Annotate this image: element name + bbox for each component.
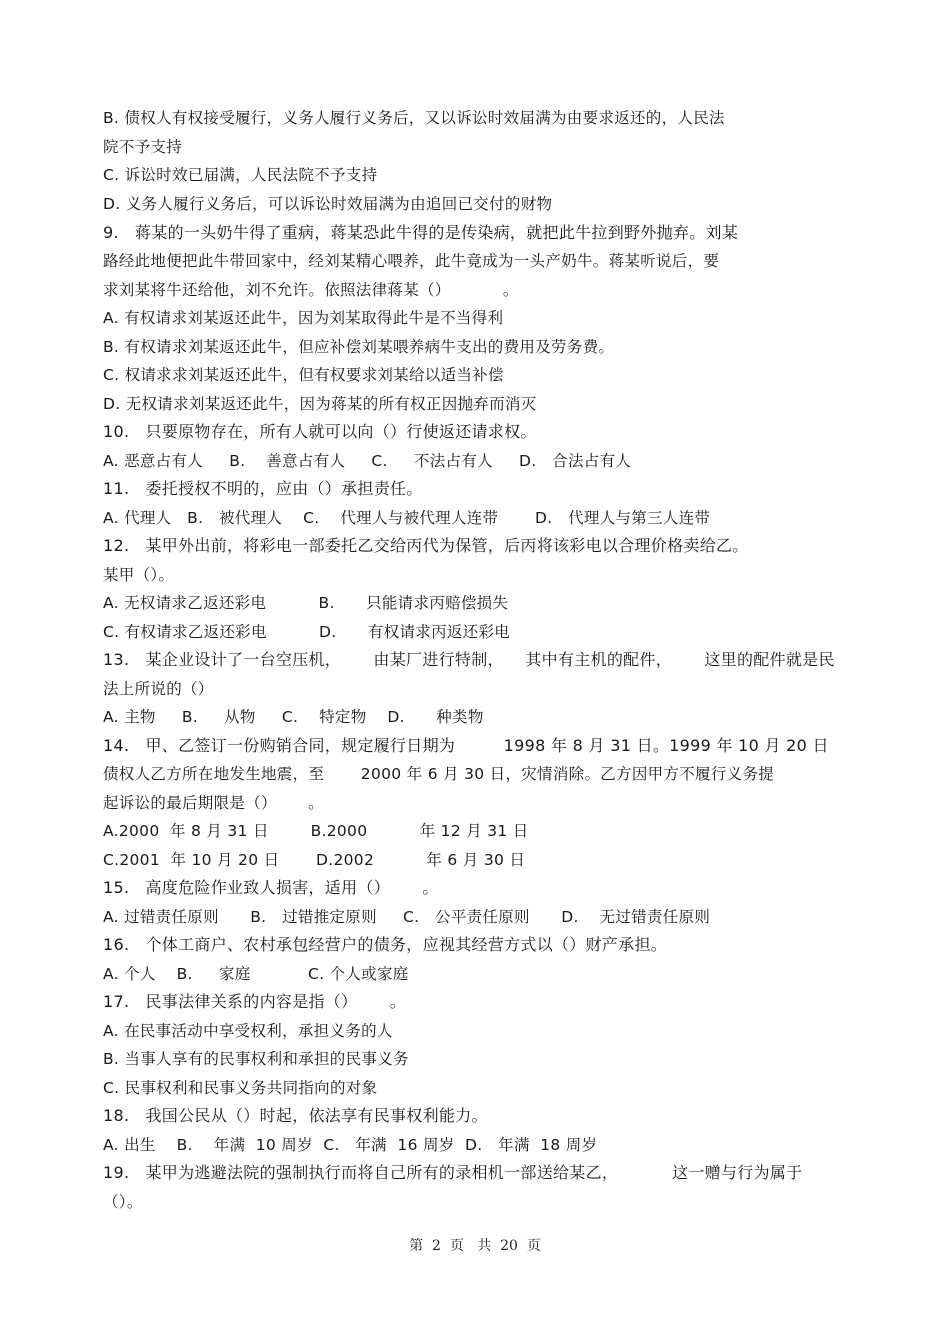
options-18: A. 出生 B. 年满 10 周岁 C. 年满 16 周岁 D. 年满 18 周岁 <box>103 1136 598 1154</box>
page-footer: 第 2 页 共 20 页 <box>409 1238 541 1254</box>
question-19-line2: （）。 <box>103 1193 143 1211</box>
question-12-line1: 12. 某甲外出前，将彩电一部委托乙交给丙代为保管，后丙将该彩电以合理价格卖给乙。 <box>103 536 749 555</box>
question-14-line2: 债权人乙方所在地发生地震，至 2000 年 6 月 30 日，灾情消除。乙方因甲方不履行义务提 <box>103 765 775 783</box>
options-13: A. 主物 B. 从物 C. 特定物 D. 种类物 <box>103 708 484 726</box>
options-16: A. 个人 B. 家庭 C. 个人或家庭 <box>103 965 409 983</box>
option-9b: B. 有权请求刘某返还此牛，但应补偿刘某喂养病牛支出的费用及劳务费。 <box>103 338 615 356</box>
option-17c: C. 民事权利和民事义务共同指向的对象 <box>103 1079 378 1097</box>
question-14-line3: 起诉讼的最后期限是（） 。 <box>103 794 324 812</box>
option-17a: A. 在民事活动中享受权利，承担义务的人 <box>103 1022 393 1040</box>
option-8b-line1: B. 债权人有权接受履行，义务人履行义务后，又以诉讼时效届满为由要求返还的，人民法 <box>103 109 725 127</box>
question-11: 11. 委托授权不明的，应由（）承担责任。 <box>103 479 423 498</box>
option-9d: D. 无权请求刘某返还此牛，因为蒋某的所有权正因抛弃而消灭 <box>103 395 537 413</box>
option-8d: D. 义务人履行义务后，可以诉讼时效届满为由追回已交付的财物 <box>103 195 553 213</box>
question-18: 18. 我国公民从（）时起，依法享有民事权利能力。 <box>103 1106 488 1125</box>
question-9-line2: 路经此地便把此牛带回家中，经刘某精心喂养，此牛竟成为一头产奶牛。蒋某听说后，要 <box>103 252 720 270</box>
option-8c: C. 诉讼时效已届满，人民法院不予支持 <box>103 166 378 184</box>
question-15: 15. 高度危险作业致人损害，适用（） 。 <box>103 878 439 897</box>
question-9-line1: 9. 蒋某的一头奶牛得了重病，蒋某恐此牛得的是传染病，就把此牛拉到野外抛弃。刘某 <box>103 223 739 242</box>
question-9-line3: 求刘某将牛还给他，刘不允许。依照法律蒋某（） 。 <box>103 281 519 299</box>
question-13-line2: 法上所说的（） <box>103 680 214 698</box>
option-17b: B. 当事人享有的民事权利和承担的民事义务 <box>103 1050 409 1068</box>
option-8b-line2: 院不予支持 <box>103 138 183 156</box>
question-17: 17. 民事法律关系的内容是指（） 。 <box>103 992 407 1011</box>
question-14-line1: 14. 甲、乙签订一份购销合同，规定履行日期为 1998 年 8 月 31 日。1999 年 10 月 20 日 <box>103 736 829 755</box>
question-10: 10. 只要原物存在，所有人就可以向（）行使返还请求权。 <box>103 422 537 441</box>
options-11: A. 代理人 B. 被代理人 C. 代理人与被代理人连带 D. 代理人与第三人连带 <box>103 509 711 527</box>
question-19-line1: 19. 某甲为逃避法院的强制执行而将自己所有的录相机一部送给某乙， 这一赠与行为属于 <box>103 1163 803 1182</box>
options-12-cd: C. 有权请求乙返还彩电 D. 有权请求丙返还彩电 <box>103 623 511 641</box>
options-14-ab: A.2000 年 8 月 31 日 B.2000 年 12 月 31 日 <box>103 822 529 840</box>
options-10: A. 恶意占有人 B. 善意占有人 C. 不法占有人 D. 合法占有人 <box>103 452 632 470</box>
question-12-line2: 某甲（）。 <box>103 566 175 584</box>
question-13-line1: 13. 某企业设计了一台空压机， 由某厂进行特制， 其中有主机的配件， 这里的配件就是民 <box>103 650 835 669</box>
option-9a: A. 有权请求刘某返还此牛，因为刘某取得此牛是不当得利 <box>103 309 504 327</box>
options-15: A. 过错责任原则 B. 过错推定原则 C. 公平责任原则 D. 无过错责任原则 <box>103 908 711 926</box>
options-14-cd: C.2001 年 10 月 20 日 D.2002 年 6 月 30 日 <box>103 851 526 869</box>
option-9c: C. 权请求求刘某返还此牛，但有权要求刘某给以适当补偿 <box>103 366 504 384</box>
question-16: 16. 个体工商户、农村承包经营户的债务，应视其经营方式以（）财产承担。 <box>103 935 668 954</box>
options-12-ab: A. 无权请求乙返还彩电 B. 只能请求丙赔偿损失 <box>103 594 509 612</box>
